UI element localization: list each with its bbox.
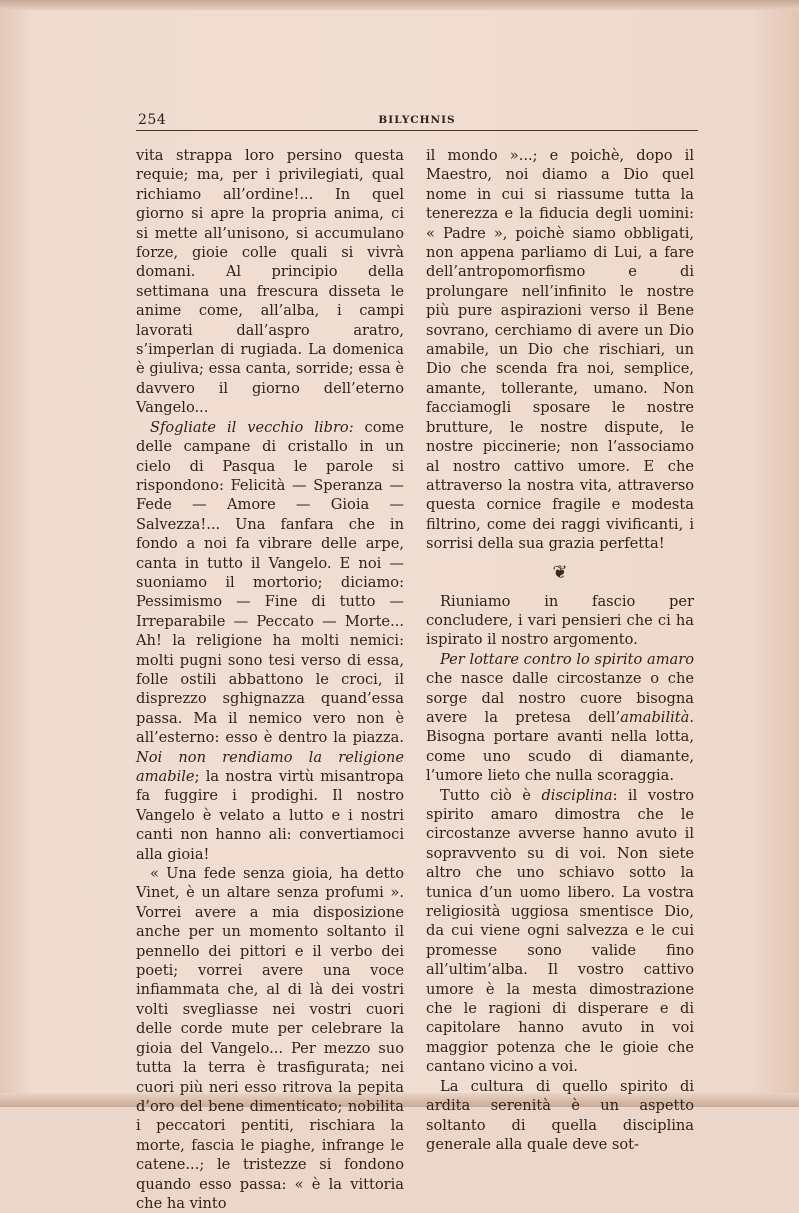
right-p4-head: Tutto ciò è xyxy=(440,786,542,804)
left-column xyxy=(136,146,404,1213)
right-paragraph-1 xyxy=(426,146,694,554)
page-number: 254 xyxy=(138,112,167,128)
right-column xyxy=(426,146,694,1154)
right-p1-text: il mondo »...; e poichè, dopo il Maestro, noi diamo a Dio quel nome in cui si riassume tutta la tenerezza e la fiducia degli uomini: « Padre », poichè siamo obbligati, non appena parliamo di Lui, a fare dell’antropomorfismo e di prolungare nell’infinito le nostre più pure aspirazioni verso il Bene sovrano, cerchiamo di avere un Dio amabile, un Dio che rischiari, un Dio che scenda fra noi, semplice, amante, tollerante, umano. Non facciamogli sposare le nostre brutture, le nostre dispute, le nostre piccinerie; non l’associamo al nostro cattivo umore. E che attraverso la nostra vita, attraverso questa cornice fragile e modesta filtrino, come dei raggi vivificanti, i sorrisi della sua grazia perfetta! xyxy=(426,147,694,553)
left-p2-italic-2: Noi non rendiamo la religione amabile xyxy=(136,748,404,785)
page-top-edge xyxy=(0,0,799,10)
left-paragraph-3 xyxy=(136,864,404,1213)
right-p3-tail: . Bisogna portare avanti nella lotta, come uno scudo di diamante, l’umore lieto che nulla scoraggia. xyxy=(426,708,694,785)
left-p2-tail: ; la nostra virtù misantropa fa fuggire i prodighi. Il nostro Vangelo è velato a lutto e i nostri canti non hanno ali: convertiamoci alla gioia! xyxy=(136,768,404,863)
right-paragraph-3 xyxy=(426,650,694,786)
right-p3-italic-2: amabilità xyxy=(620,708,690,726)
right-paragraph-2 xyxy=(426,592,694,650)
left-p3-text: « Una fede senza gioia, ha detto Vinet, è un altare senza profumi ». Vorrei avere a mia disposizione anche per un momento soltanto il pennello dei pittori e il verbo dei poeti; vorrei avere una voce infiammata che, al di là dei vostri volti svegliasse nei vostri cuori delle corde mute per celebrare la gioia del Vangelo... Per mezzo suo tutta la terra è trasfigurata; nei cuori più neri esso ritrova la pepita d’oro del bene dimenticato; nobilita i peccatori pentiti, rischiara la morte, fascia le piaghe, infrange le catene...; le tristezze si fondono quando esso passa: « è la vittoria che ha vinto xyxy=(136,865,404,1212)
left-p2-text: come delle campane di cristallo in un cielo di Pasqua le parole si rispondono: Felicità — Speranza — Fede — Amore — Gioia — Salvezza!... Una fanfara che in fondo a noi fa vibrare delle arpe, canta in tutto il Vangelo. E noi — suoniamo il mortorio; diciamo: Pessimismo — Fine di tutto — Irreparabile — Peccato — Morte... Ah! la religione ha molti nemici: molti pugni sono tesi verso di essa, folle ostili abbattono le croci, il disprezzo sghignazza quand’essa passa. Ma il nemico vero non è all’esterno: esso è dentro la piazza. xyxy=(136,418,404,747)
left-p1-text: vita strappa loro persino questa requie; ma, per i privilegiati, qual richiamo all’ordine!... In quel giorno si apre la propria anima, ci si mette all’unisono, si accumulano forze, gioie colle quali si vivrà domani. Al principio della settimana una frescura disseta le anime come, all’alba, i campi lavorati dall’aspro aratro, s’imperlan di rugiada. La domenica è giuliva; essa canta, sorride; essa è davvero il giorno dell’eterno Vangelo... xyxy=(136,147,404,417)
right-p3-text: che nasce dalle circostanze o che sorge dal nostro cuore bisogna avere la pretesa dell’ xyxy=(426,670,694,726)
right-p3-italic: Per lottare contro lo spirito amaro xyxy=(440,650,694,668)
header-rule xyxy=(136,130,698,131)
right-p2-text: Riuniamo in fascio per concludere, i vari pensieri che ci ha ispirato il nostro argomento. xyxy=(426,592,694,649)
right-p4-text: : il vostro spirito amaro dimostra che le circostanze avverse hanno avuto il sopravvento su di voi. Non siete altro che uno schiavo sotto la tunica d’un uomo libero. La vostra religiosità uggiosa smentisce Dio, da cui viene ogni salvezza e le cui promesse sono valide fino all’ultim’alba. Il vostro cattivo umore è la mesta dimostrazione che le ragioni di disperare e di capitolare hanno avuto in voi maggior potenza che le gioie che cantano vicino a voi. xyxy=(426,786,694,1076)
left-paragraph-1 xyxy=(136,146,404,418)
running-title: BILYCHNIS xyxy=(378,114,456,126)
left-paragraph-2 xyxy=(136,418,404,864)
right-p5-text: La cultura di quello spirito di ardita serenità è un aspetto soltanto di quella disciplina generale alla quale deve sot- xyxy=(426,1077,694,1153)
right-paragraph-5 xyxy=(426,1077,694,1155)
right-paragraph-4 xyxy=(426,786,694,1077)
left-p2-italic: Sfogliate il vecchio libro: xyxy=(150,418,354,436)
right-p4-italic: disciplina xyxy=(541,786,613,804)
fleuron-ornament: ❦ xyxy=(552,561,568,583)
